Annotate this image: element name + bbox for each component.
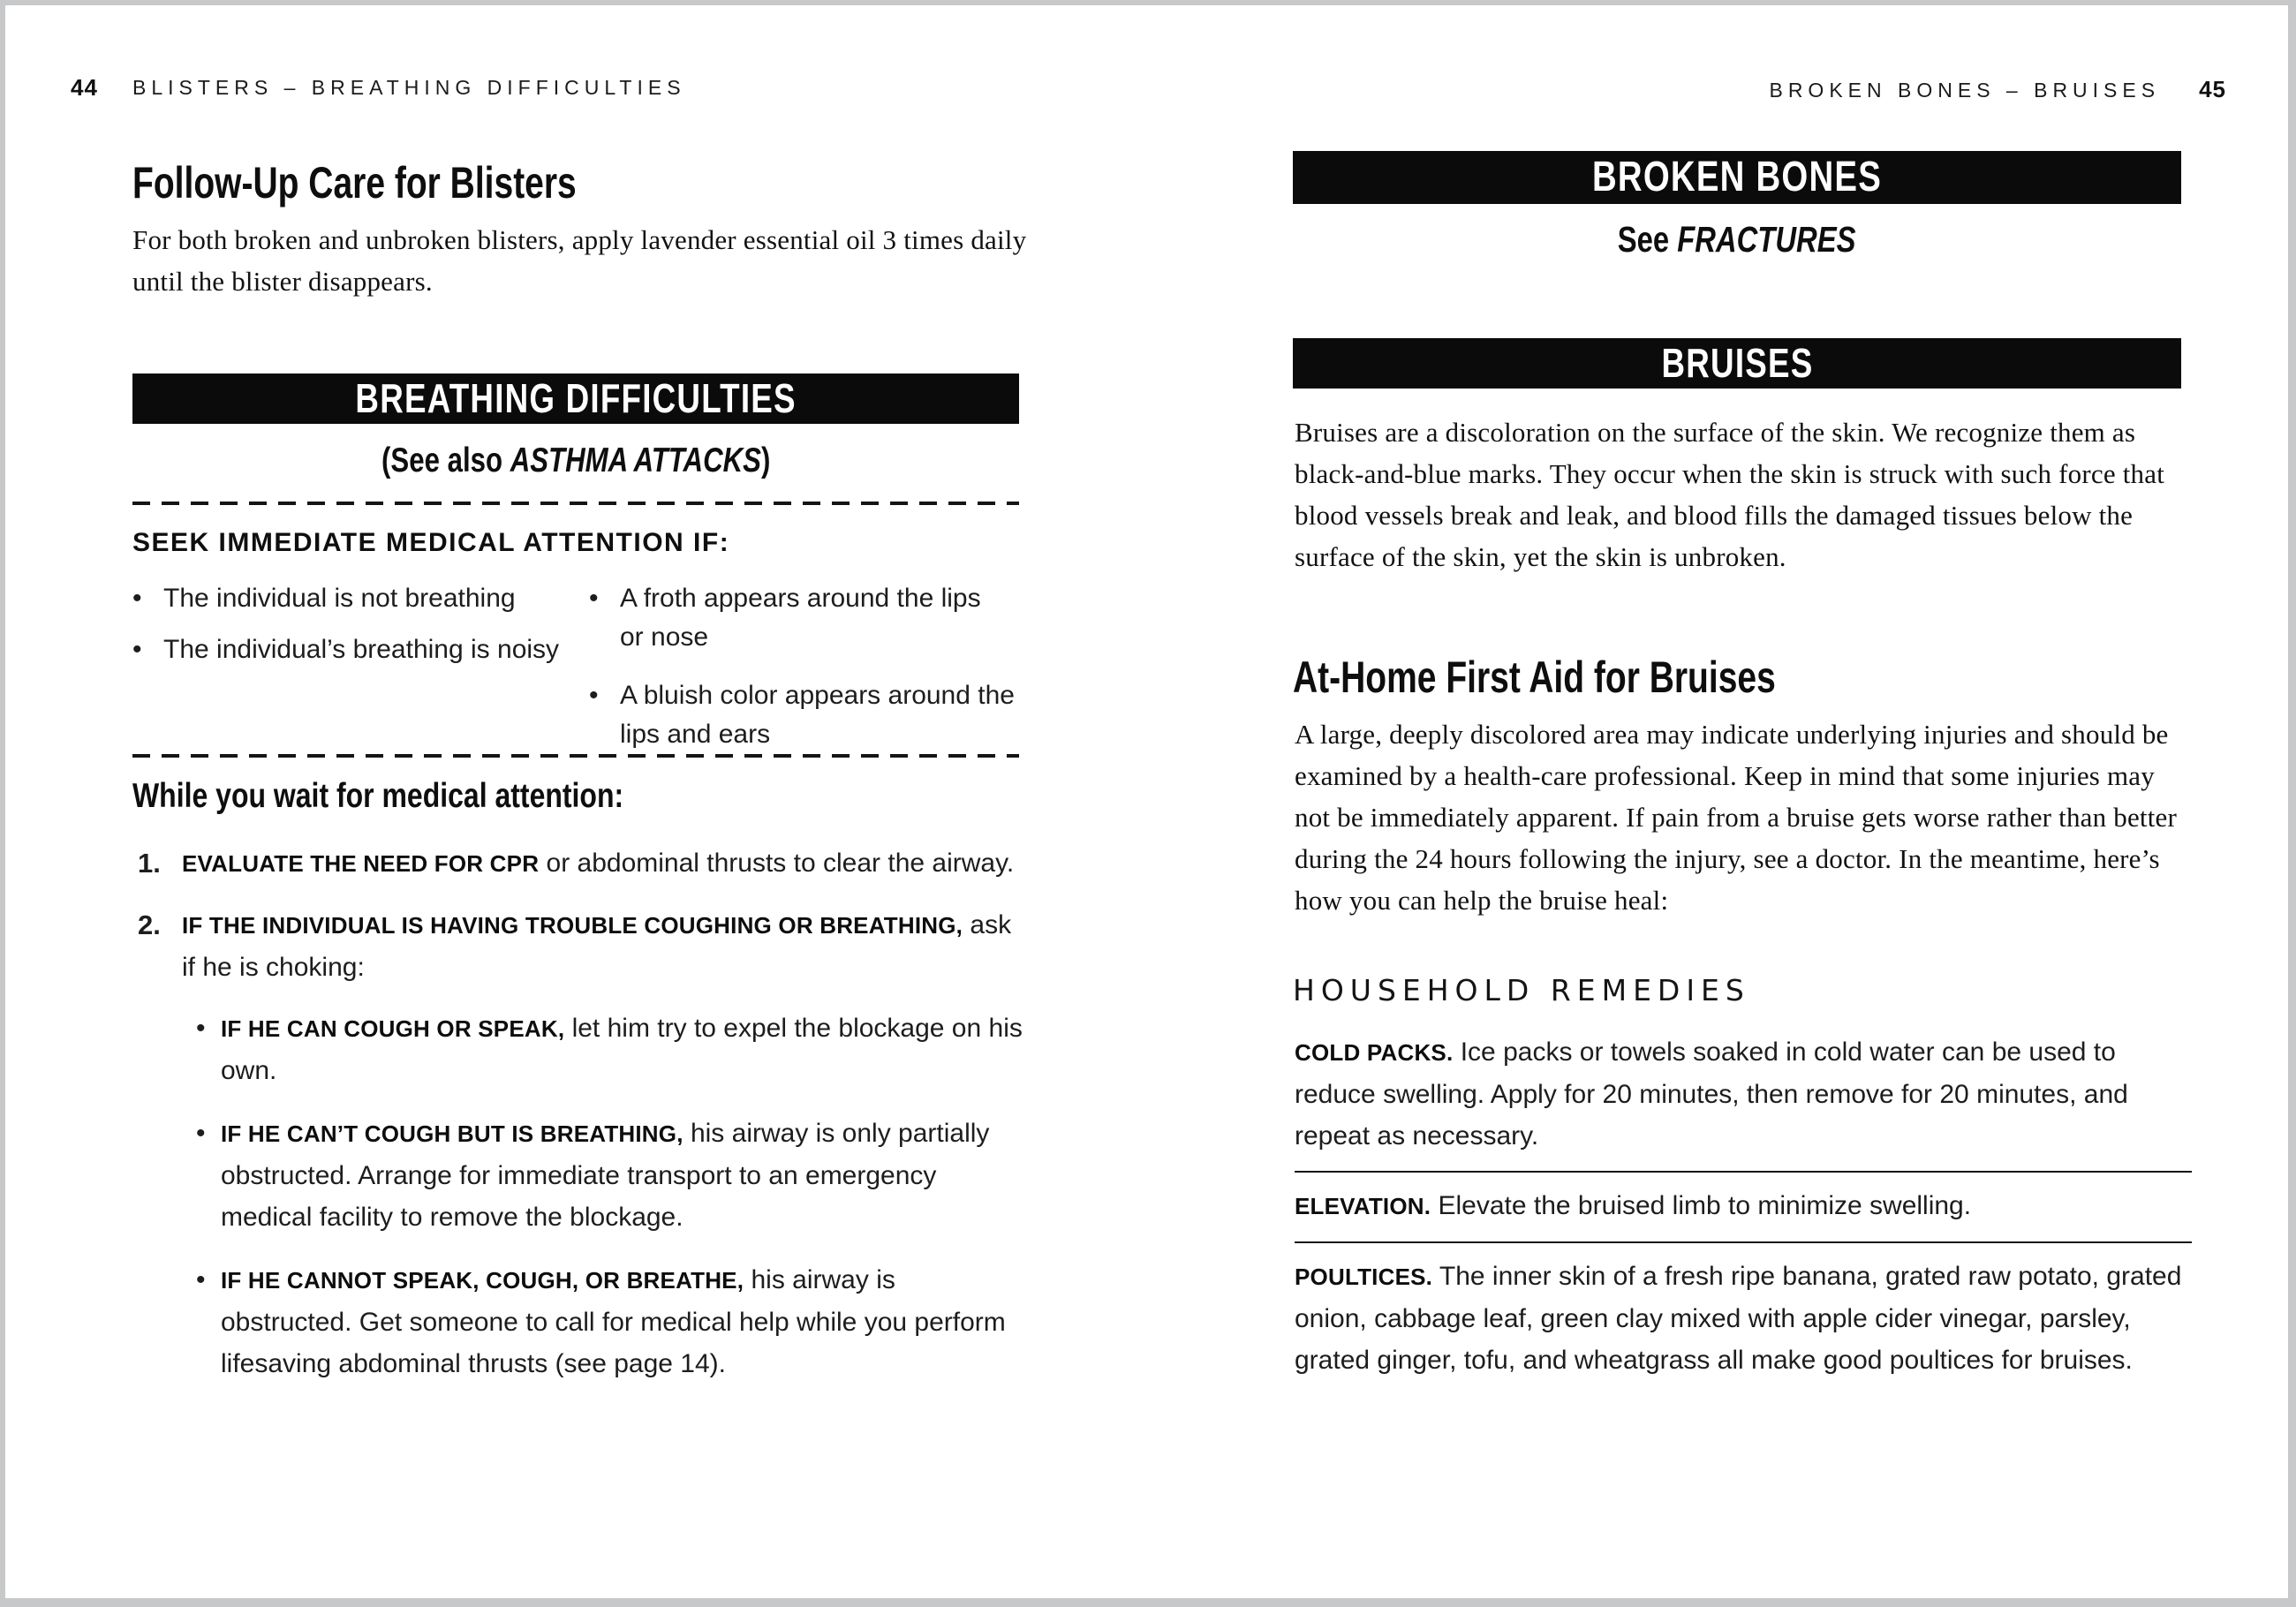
step-number: 2.	[138, 909, 161, 940]
wait-steps	[138, 842, 1030, 1406]
sub-bullet-text: IF HE CAN COUGH OR SPEAK, let him try to expel the blockage on his own.	[221, 1014, 1023, 1085]
symptom-bullet	[132, 579, 578, 618]
cross-reference-asthma: ASTHMA ATTACKS	[510, 441, 761, 479]
sub-bullet	[196, 1113, 1030, 1238]
bullet-icon: •	[589, 584, 599, 613]
remedy-lead: POULTICES.	[1295, 1264, 1433, 1290]
household-remedies-heading: HOUSEHOLD REMEDIES	[1293, 973, 1750, 1007]
step-number: 1.	[138, 848, 161, 879]
cross-reference-fractures: FRACTURES	[1677, 219, 1856, 260]
paragraph-followup: For both broken and unbroken blisters, apply lavender essential oil 3 times daily until the blister disappears.	[132, 224, 1027, 297]
see-also-line: (See also ASTHMA ATTACKS)	[381, 441, 771, 479]
book-spread	[5, 5, 2288, 1598]
symptom-text: The individual’s breathing is noisy	[163, 635, 560, 664]
symptom-text: The individual is not breathing	[163, 584, 516, 613]
bullet-icon: •	[196, 1014, 206, 1043]
paragraph-athome: A large, deeply discolored area may indicate underlying injuries and should be examined by a health-care professional. Keep in mind that some injuries may not be immediately apparent. If pain from a bruise gets worse rather than better during the 24 hours following the injury, see a doctor. In the meantime, here’s how you can help the bruise heal:	[1295, 719, 2178, 916]
step-text: EVALUATE THE NEED FOR CPR or abdominal thrusts to clear the airway.	[182, 849, 1015, 878]
bullet-icon: •	[196, 1265, 206, 1294]
rule-divider	[1295, 1171, 2192, 1173]
see-fractures-line: See FRACTURES	[1618, 219, 1856, 260]
paragraph-bruises-intro: Bruises are a discoloration on the surface of the skin. We recognize them as black-and-blue marks. They occur when the skin is struck with such force that blood vessels break and leak, and blood fills the damaged tissues below the surface of the skin, yet the skin is unbroken.	[1295, 417, 2165, 572]
symptom-bullet	[589, 676, 1019, 754]
bullet-icon: •	[196, 1119, 206, 1148]
banner-breathing-difficulties: BREATHING DIFFICULTIES	[132, 373, 1019, 424]
section-title-followup: Follow-Up Care for Blisters	[132, 158, 577, 207]
bullet-icon: •	[132, 584, 142, 613]
dashed-rule-bottom	[132, 754, 1019, 758]
running-head-left: BLISTERS – BREATHING DIFFICULTIES	[132, 76, 686, 99]
remedy-item: COLD PACKS. Ice packs or towels soaked in cold water can be used to reduce swelling. Apply for 20 minutes, then remove for 20 minutes, and repeat as necessary.	[1295, 1037, 2128, 1151]
sub-bullet-text: IF HE CANNOT SPEAK, COUGH, OR BREATHE, his airway is obstructed. Get someone to call for medical help while you perform lifesaving abdominal thrusts (see page 14).	[221, 1265, 1006, 1378]
bullet-icon: •	[589, 681, 599, 710]
step-lead: EVALUATE THE NEED FOR CPR	[182, 850, 540, 877]
banner-bruises: BRUISES	[1293, 338, 2181, 389]
symptom-bullet	[589, 579, 1019, 657]
sub-bullet-lead: IF HE CAN COUGH OR SPEAK,	[221, 1015, 565, 1042]
step-item	[138, 842, 1030, 885]
remedies-list	[1295, 1031, 2192, 1381]
step-item	[138, 904, 1030, 988]
symptom-column-1	[132, 579, 578, 682]
sub-bullet-text: IF HE CAN’T COUGH BUT IS BREATHING, his airway is only partially obstructed. Arrange for immediate transport to an emergency medical facility to remove the blockage.	[221, 1119, 990, 1232]
running-head-right: BROKEN BONES – BRUISES	[1769, 79, 2161, 102]
symptom-bullet	[132, 630, 578, 669]
page-number-right: 45	[2199, 76, 2226, 102]
symptom-text: A froth appears around the lips or nose	[620, 584, 981, 652]
sub-bullet-lead: IF HE CAN’T COUGH BUT IS BREATHING,	[221, 1120, 684, 1147]
bullet-icon: •	[132, 635, 142, 664]
seek-attention-heading: SEEK IMMEDIATE MEDICAL ATTENTION IF:	[132, 528, 730, 557]
remedy-item: POULTICES. The inner skin of a fresh ripe banana, grated raw potato, grated onion, cabbage leaf, green clay mixed with apple cider vinegar, parsley, grated ginger, tofu, and wheatgrass all make good poultices for bruises.	[1295, 1262, 2182, 1375]
sub-bullet	[196, 1007, 1030, 1091]
step-text: IF THE INDIVIDUAL IS HAVING TROUBLE COUGHING OR BREATHING, ask if he is choking:	[182, 910, 1012, 982]
remedy-lead: COLD PACKS.	[1295, 1039, 1454, 1066]
section-title-athome: At-Home First Aid for Bruises	[1293, 653, 1776, 702]
dashed-rule-top	[132, 502, 1019, 505]
symptom-text: A bluish color appears around the lips and ears	[620, 681, 1015, 749]
rule-divider	[1295, 1241, 2192, 1243]
wait-heading: While you wait for medical attention:	[132, 777, 624, 815]
running-head-right-row	[1769, 76, 2226, 103]
sub-bullet-lead: IF HE CANNOT SPEAK, COUGH, OR BREATHE,	[221, 1267, 744, 1294]
remedy-lead: ELEVATION.	[1295, 1193, 1431, 1219]
symptom-column-2	[589, 579, 1019, 766]
sub-bullet	[196, 1259, 1030, 1384]
page-number-left: 44	[71, 74, 98, 101]
banner-broken-bones: BROKEN BONES	[1293, 151, 2181, 204]
remedy-item: ELEVATION. Elevate the bruised limb to minimize swelling.	[1295, 1191, 1972, 1220]
step-lead: IF THE INDIVIDUAL IS HAVING TROUBLE COUGHING OR BREATHING,	[182, 912, 963, 939]
